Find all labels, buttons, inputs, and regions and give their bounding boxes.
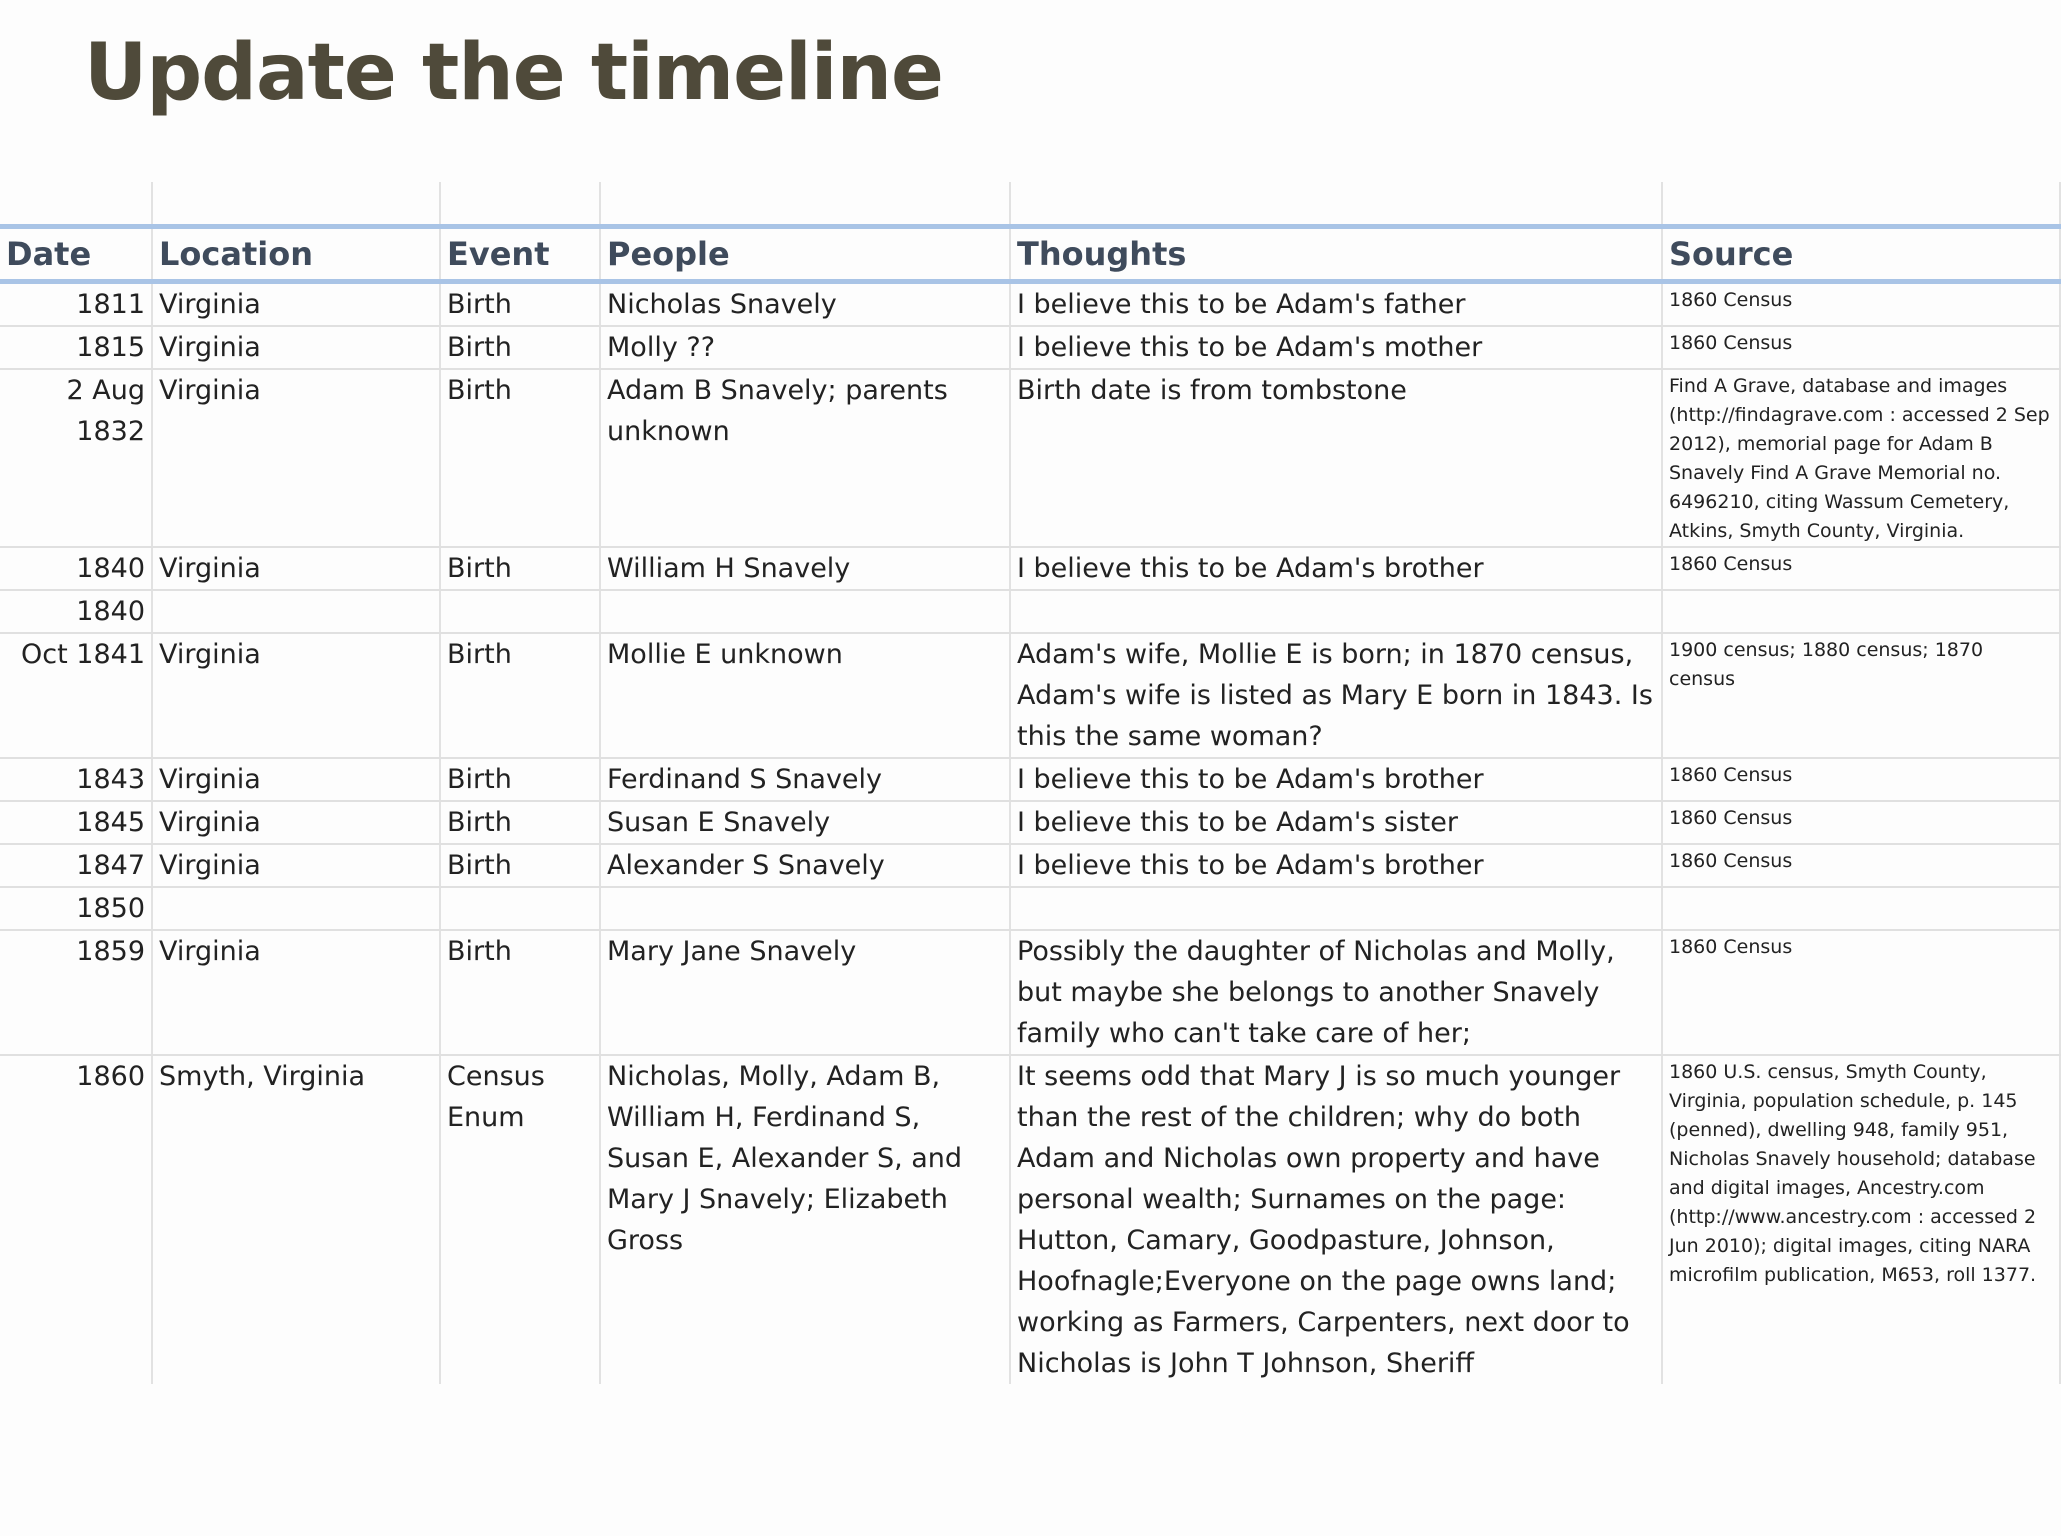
cell-date: 1860 xyxy=(0,1055,152,1384)
timeline-spreadsheet xyxy=(0,182,2050,1379)
table-row xyxy=(0,1055,2060,1384)
cell-source: 1860 Census xyxy=(1662,282,2060,327)
cell-location: Virginia xyxy=(152,633,440,758)
cell-location: Smyth, Virginia xyxy=(152,1055,440,1384)
cell-source: 1860 U.S. census, Smyth County, Virginia, population schedule, p. 145 (penned), dwelling 948, family 951, Nicholas Snavely household; database and digital images, Ancestry.com (http://www.ancestry.com : accessed 2 Jun 2010); digital images, citing NARA microfilm publication, M653, roll 1377. xyxy=(1662,1055,2060,1384)
blank-row xyxy=(0,182,2060,227)
cell-thoughts: I believe this to be Adam's brother xyxy=(1010,547,1662,590)
cell-people: William H Snavely xyxy=(600,547,1010,590)
table-row xyxy=(0,326,2060,369)
cell-people xyxy=(600,887,1010,930)
cell-date: 2 Aug 1832 xyxy=(0,369,152,547)
cell-people: Adam B Snavely; parents unknown xyxy=(600,369,1010,547)
table-row xyxy=(0,369,2060,547)
cell-thoughts: Possibly the daughter of Nicholas and Molly, but maybe she belongs to another Snavely family who can't take care of her; xyxy=(1010,930,1662,1055)
cell-source: 1860 Census xyxy=(1662,930,2060,1055)
cell-thoughts: Birth date is from tombstone xyxy=(1010,369,1662,547)
cell-source xyxy=(1662,590,2060,633)
cell-event: Census Enum xyxy=(440,1055,600,1384)
table-row xyxy=(0,590,2060,633)
cell-event xyxy=(440,590,600,633)
cell-location: Virginia xyxy=(152,801,440,844)
cell-location: Virginia xyxy=(152,758,440,801)
page-title: Update the timeline xyxy=(84,28,943,118)
cell-date: 1845 xyxy=(0,801,152,844)
cell-date: 1843 xyxy=(0,758,152,801)
timeline-table xyxy=(0,182,2061,1384)
table-row xyxy=(0,801,2060,844)
cell-source: 1860 Census xyxy=(1662,844,2060,887)
cell-event: Birth xyxy=(440,844,600,887)
cell-event xyxy=(440,887,600,930)
cell-people xyxy=(600,590,1010,633)
cell-source: 1900 census; 1880 census; 1870 census xyxy=(1662,633,2060,758)
cell-location xyxy=(152,887,440,930)
table-row xyxy=(0,930,2060,1055)
column-header-location: Location xyxy=(152,227,440,282)
cell-people: Ferdinand S Snavely xyxy=(600,758,1010,801)
cell-date: 1840 xyxy=(0,547,152,590)
cell-thoughts: I believe this to be Adam's father xyxy=(1010,282,1662,327)
column-header-source: Source xyxy=(1662,227,2060,282)
cell-thoughts: I believe this to be Adam's sister xyxy=(1010,801,1662,844)
column-header-date: Date xyxy=(0,227,152,282)
cell-thoughts: I believe this to be Adam's brother xyxy=(1010,758,1662,801)
table-row xyxy=(0,282,2060,327)
cell-location: Virginia xyxy=(152,930,440,1055)
cell-event: Birth xyxy=(440,369,600,547)
cell-date: 1847 xyxy=(0,844,152,887)
cell-source: 1860 Census xyxy=(1662,326,2060,369)
cell-event: Birth xyxy=(440,326,600,369)
cell-date: 1815 xyxy=(0,326,152,369)
cell-location: Virginia xyxy=(152,282,440,327)
cell-people: Mary Jane Snavely xyxy=(600,930,1010,1055)
cell-date: 1859 xyxy=(0,930,152,1055)
cell-source xyxy=(1662,887,2060,930)
cell-thoughts: Adam's wife, Mollie E is born; in 1870 census, Adam's wife is listed as Mary E born in 1843. Is this the same woman? xyxy=(1010,633,1662,758)
table-row xyxy=(0,758,2060,801)
cell-thoughts: I believe this to be Adam's brother xyxy=(1010,844,1662,887)
cell-thoughts xyxy=(1010,887,1662,930)
cell-location: Virginia xyxy=(152,844,440,887)
table-row xyxy=(0,633,2060,758)
cell-location: Virginia xyxy=(152,326,440,369)
cell-date: 1840 xyxy=(0,590,152,633)
cell-thoughts: I believe this to be Adam's mother xyxy=(1010,326,1662,369)
cell-people: Nicholas, Molly, Adam B, William H, Ferdinand S, Susan E, Alexander S, and Mary J Snavely; Elizabeth Gross xyxy=(600,1055,1010,1384)
column-header-thoughts: Thoughts xyxy=(1010,227,1662,282)
cell-event: Birth xyxy=(440,758,600,801)
cell-event: Birth xyxy=(440,547,600,590)
cell-date: Oct 1841 xyxy=(0,633,152,758)
cell-people: Susan E Snavely xyxy=(600,801,1010,844)
cell-source: 1860 Census xyxy=(1662,758,2060,801)
table-row xyxy=(0,547,2060,590)
cell-source: 1860 Census xyxy=(1662,547,2060,590)
cell-event: Birth xyxy=(440,930,600,1055)
cell-people: Mollie E unknown xyxy=(600,633,1010,758)
cell-thoughts: It seems odd that Mary J is so much younger than the rest of the children; why do both Adam and Nicholas own property and have personal wealth; Surnames on the page: Hutton, Camary, Goodpasture, Johnson, Hoofnagle;Everyone on the page owns land; working as Farmers, Carpenters, next door to Nicholas is John T Johnson, Sheriff xyxy=(1010,1055,1662,1384)
column-header-people: People xyxy=(600,227,1010,282)
cell-location: Virginia xyxy=(152,369,440,547)
cell-location: Virginia xyxy=(152,547,440,590)
cell-thoughts xyxy=(1010,590,1662,633)
table-row xyxy=(0,887,2060,930)
table-row xyxy=(0,844,2060,887)
cell-people: Molly ?? xyxy=(600,326,1010,369)
cell-people: Alexander S Snavely xyxy=(600,844,1010,887)
cell-date: 1811 xyxy=(0,282,152,327)
header-row xyxy=(0,227,2060,282)
cell-date: 1850 xyxy=(0,887,152,930)
column-header-event: Event xyxy=(440,227,600,282)
cell-location xyxy=(152,590,440,633)
cell-event: Birth xyxy=(440,282,600,327)
cell-event: Birth xyxy=(440,633,600,758)
cell-people: Nicholas Snavely xyxy=(600,282,1010,327)
cell-event: Birth xyxy=(440,801,600,844)
cell-source: 1860 Census xyxy=(1662,801,2060,844)
cell-source: Find A Grave, database and images (http://findagrave.com : accessed 2 Sep 2012), memorial page for Adam B Snavely Find A Grave Memorial no. 6496210, citing Wassum Cemetery, Atkins, Smyth County, Virginia. xyxy=(1662,369,2060,547)
